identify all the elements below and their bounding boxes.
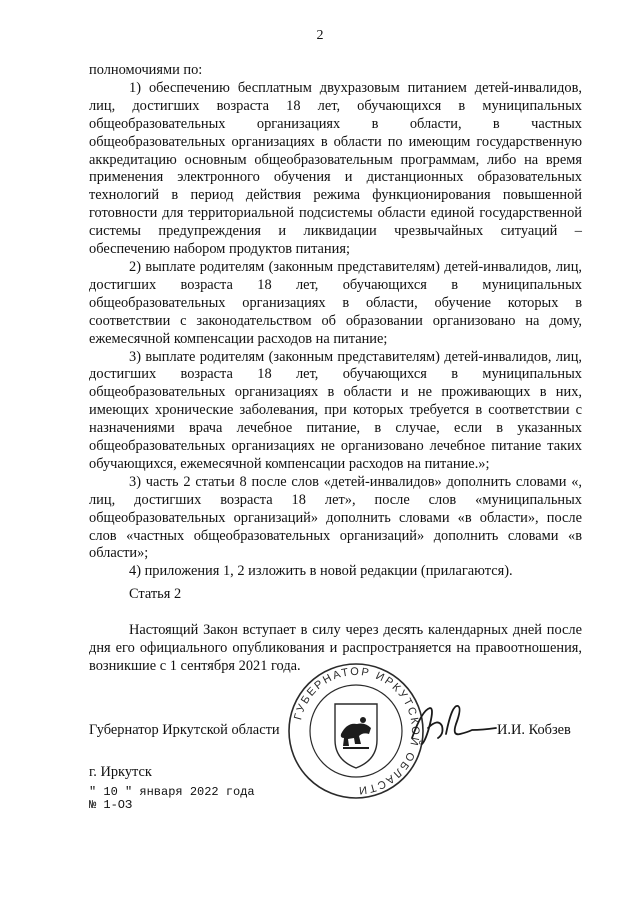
article-heading: Статья 2 [129,586,182,602]
place-of-signing: г. Иркутск [89,764,152,780]
paragraph-amendment-3: 3) часть 2 статьи 8 после слов «детей-инвалидов» дополнить словами «, лиц, достигших возраста 18 лет», после слов «муниципальных общеобразовательных организаций» дополнить словами «в области», после слов «частных общеобразовательных организаций» дополнить словами «в области»; [89,473,582,562]
page-number: 2 [316,28,324,43]
paragraph-intro: полномочиями по: [89,62,203,78]
document-body [89,62,582,581]
law-number: № 1-ОЗ [89,798,133,812]
date-stamp: " 10 " января 2022 года [89,785,255,799]
paragraph-item-1: 1) обеспечению бесплатным двухразовым питанием детей-инвалидов, лиц, достигших возраста 18 лет, обучающихся в муниципальных общеобразовательных организациях в области, в частных общеобразовательных организациях в области по имеющим государственную аккредитацию основным общеобразовательным программам, либо на время применения электронного обучения и дистанционных образовательных технологий в период действия режима функционирования повышенной готовности для территориальной подсистемы области единой государственной системы предупреждения и ликвидации чрезвычайных ситуаций – обеспечению набором продуктов питания; [89,79,582,258]
paragraph-amendment-4: 4) приложения 1, 2 изложить в новой редакции (прилагаются). [129,563,513,580]
svg-text:ГУБЕРНАТОР ИРКУТСКОЙ ОБЛАСТИ: ГУБЕРНАТОР ИРКУТСКОЙ ОБЛАСТИ [292,665,422,797]
handwritten-signature [408,700,508,750]
paragraph-item-3: 3) выплате родителям (законным представителям) детей-инвалидов, лиц, достигших возраста 18 лет, обучающихся в муниципальных общеобразовательных организациях в области и не проживающих в них, имеющих хронические заболевания, при которых требуется в соответствии с назначениями врача лечебное питание, в случае, если в указанных общеобразовательных организациях не организовано лечебное питание таких обучающихся, ежемесячной компенсации расходов на питание.»; [89,348,582,472]
signatory-position: Губернатор Иркутской области [89,722,280,738]
paragraph-item-2: 2) выплате родителям (законным представителям) детей-инвалидов, лиц, достигших возраста 18 лет, обучающихся в муниципальных общеобразовательных организациях в области, обучение которых в соответствии с законодательством об образовании организовано на дому, ежемесячной компенсации расходов на питание; [89,258,582,347]
paragraph-entry-into-force: Настоящий Закон вступает в силу через десять календарных дней после дня его официального опубликования и распространяется на правоотношения, возникшие с 1 сентября 2021 года. [89,622,582,674]
signatory-name: И.И. Кобзев [497,722,571,738]
